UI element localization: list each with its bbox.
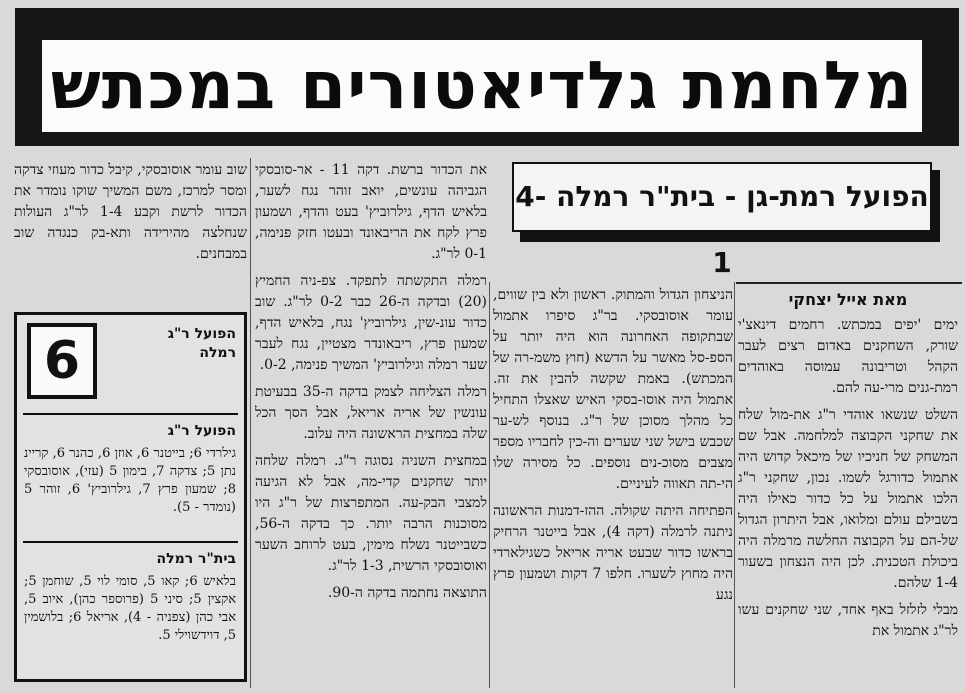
paragraph: מבלי לזלזל באף אחד, שני שחקנים עשו לר"ג אתמול את xyxy=(738,602,958,639)
team2-name: בית"ר רמלה xyxy=(156,551,236,567)
article-column-3 xyxy=(255,160,487,687)
team1-players: גילרדי 6; בייטנר 6, אוזן 6, כהנר 6, קריינ נתן 5; צדקה 7, בימון 5 (עזי), אוסובסקי 8; שמעון פרץ 7, גילרוביץ' 6, זוהר 5 (נומדר - 5). xyxy=(24,446,237,515)
box-divider xyxy=(23,413,238,415)
box-header-team2: רמלה xyxy=(199,345,236,361)
paragraph: הפתיחה היתה שקולה. ההז-דמנות הראשונה ניתנה לרמלה (דקה 4), אבל בייטנר הרחיק בראשו כדור שבעט אריה אריאל כשגילארדי היה מחוץ לשערו. חלפו 7 דקות ושמעון פרץ נגע xyxy=(493,503,733,603)
article-column-2 xyxy=(493,285,733,687)
column-rule xyxy=(489,282,490,688)
rating-score: 6 xyxy=(27,323,97,399)
paragraph: הניצחון הגדול והמתוק. ראשון ולא בין שווים, עומר אוסובסקי. בר"ג סיפרו אתמול שבתקופה האחרונה הוא היה יותר על הספ-סל מאשר על הדשא (חוץ משמ-רה של המכתש). באמת שקשה להבין את זה. אתמול היה אוסו-בסקי האיש שאצלו התחיל כל מהלך מסוכן של ר"ג. בנוסף לש-ער שכבש בישל שני שערים וה-כין לחבריו מספר מצבים מסוכ-נים נוספים. כל מסירה שלו הי-תה תאווה לעיניים. xyxy=(493,287,733,492)
paragraph: התוצאה נחתמה בדקה ה-90. xyxy=(327,585,487,601)
byline: מאת אייל יצחקי xyxy=(788,290,908,309)
box-header-team1: הפועל ר"ג xyxy=(167,326,236,342)
team2-players: בלאיש 6; קאו 5, סומי לוי 5, שוחמן 5; אקצין 5; סיני 5 (פרוספר כהן), איוב 5, אבי כהן (צפניה - 4), אריאל 6; בלושמין 5, דוידשוילי 5. xyxy=(24,574,236,643)
paragraph: רמלה הצליחה לצמק בדקה ה-35 בבעיטת עונשין של אריה אריאל, אבל הסך הכל שלה במחצית הראשונה היה עלוב. xyxy=(255,384,487,442)
paragraph: שוב עומר אוסובסקי, קיבל כדור מעוזי צדקה ומסר למרכז, משם המשיך שוקו נומדר את הכדור לרשת וקבע 1-4 לר"ג העולות שנחלצה מהירידה ותא-בק כנגדה שוב במבחנים. xyxy=(14,162,247,262)
paragraph: ימים 'יפים במכתש. רחמים דינאצ'י שורק, השחקנים באדום רצים לעבר הקהל וטריבונה עמוסה באוהדים רמת-גנים מרי-עה להם. xyxy=(738,317,958,396)
paragraph: את הכדור ברשת. דקה 11 - אר-סובסקי הגביהה עונשים, יואב זוהר נגח לשער, בלאיש הדף, גילרוביץ' בעט והדף, ושמעון פרץ לקח את הריבאונד ובעטו חזק פנימה, 0-1 לר"ג. xyxy=(255,162,487,262)
headline: מלחמת גלדיאטורים במכתש xyxy=(42,40,922,132)
paragraph: השלט שנשאו אוהדי ר"ג את-מול שלח את שחקני הקבוצה למלחמה. אבל שם המשחק של חניכיו של מיכאל קדוש היה אתמול כדורגל לשמו. נכון, שחקני ר"ג הלכו אתמול על כל כדור כאילו היה בשבילם עולם ומלואו, אבל היתרון הגדול של-הם על הקבוצה החלשה מרמלה היה ביכולת הטכנית. לכן היה הנצחון בשעור 1-4 שלהם. xyxy=(738,407,958,591)
match-subhead: הפועל רמת-גן - בית"ר רמלה 4-1 xyxy=(512,162,932,232)
box-header xyxy=(106,325,236,363)
team1-name: הפועל ר"ג xyxy=(167,423,236,439)
byline-rule xyxy=(736,282,962,284)
paragraph: רמלה התקשתה לתפקד. צפ-ניה החמיץ (20) ובדקה ה-26 כבר 0-2 לר"ג. שוב כדור עונ-שין, גילרוביץ' נגח, בלאיש הדף, שמעון פרץ, ריבאונדר מצטיין, נגח לעבר שער רמלה וגילרוביץ' המשיך פנימה, 0-2. xyxy=(255,273,487,373)
column-rule xyxy=(734,282,735,688)
column-rule xyxy=(250,158,251,688)
article-column-1 xyxy=(738,315,958,687)
article-column-4 xyxy=(14,160,247,300)
box-divider xyxy=(23,541,238,543)
player-ratings-box xyxy=(14,312,247,682)
paragraph: במחצית השניה נסוגה ר"ג. רמלה שלחה יותר שחקנים קדי-מה, אבל לא הגיעה למצבי הבק-עה. המתפרצות של ר"ג היו מסוכנות הרבה יותר. כך בדקה ה-56, כשבייטנר נשלח מימין, בעט לרוחב השער ואוסובסקי הרשית, 1-3 לר"ג. xyxy=(255,453,487,574)
